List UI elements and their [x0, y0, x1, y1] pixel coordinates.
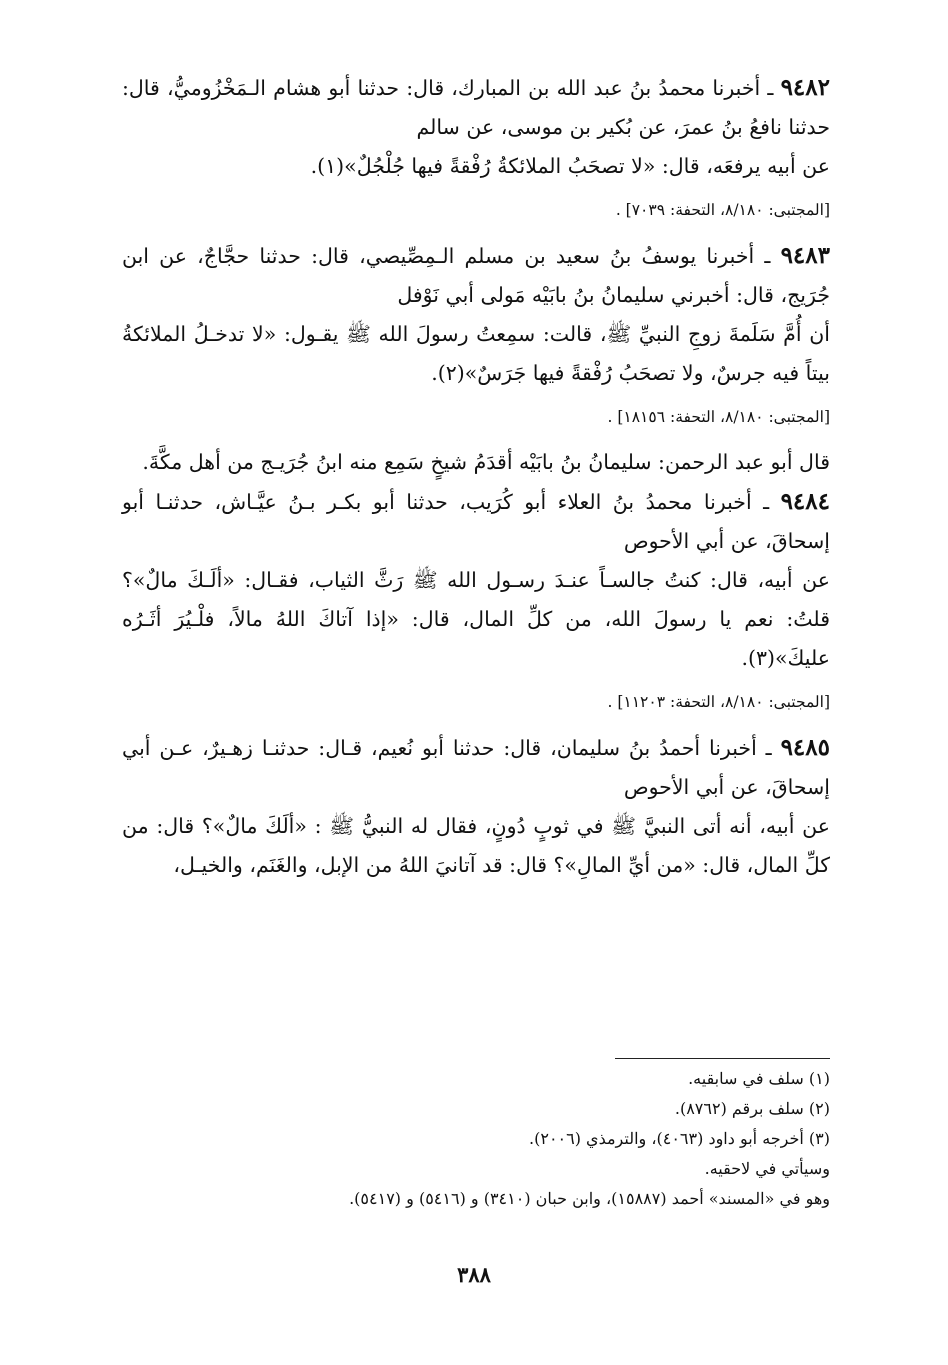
hadith-isnad [122, 236, 830, 315]
footnote-3: (٣) أخرجه أبو داود (٤٠٦٣)، والترمذي (٢٠٠٦). [529, 1129, 830, 1148]
hadith-isnad [122, 728, 830, 807]
hadith-number: ٩٤٨٢ [780, 74, 830, 101]
hadith-matn: عن أبيه، أنه أتى النبيَّ ﷺ في ثوبٍ دُونٍ، فقال له النبيُّ ﷺ : «ألَكَ مالٌ»؟ قال: من كلِّ المال، قال: «من أيِّ المالِ»؟ قال: قد آتانيَ اللهُ من الإبل، والغَنَم، والخيـل، [122, 814, 830, 877]
hadith-number: ٩٤٨٤ [780, 488, 830, 515]
hadith-reference: [المجتبى: ٨/١٨٠، التحفة: ١١٢٠٣] . [607, 693, 830, 711]
author-note: قال أبو عبد الرحمن: سليمانُ بنُ بابَيْه أقدَمُ شيخٍ سَمِع منه ابنُ جُرَيـج من أهل مكَّةَ. [142, 450, 830, 474]
footnote-1: (١) سلف في سابقيه. [688, 1069, 830, 1088]
footnotes [122, 1064, 830, 1214]
main-text [122, 68, 830, 885]
footnote-3-continued: وسيأتي في لاحقيه. [704, 1159, 830, 1178]
page-number: ٣٨٨ [457, 1262, 491, 1287]
isnad-text: ـ أخبرنا يوسفُ بنُ سعيد بن مسلم الـمِصِّيصي، قال: حدثنا حجَّاجٌ، عن ابن جُرَيج، قال: أخبرني سليمانُ بنُ بابَيْه مَولى أبي نَوْفل [122, 244, 830, 307]
isnad-text: ـ أخبرنا محمدُ بنُ العلاء أبو كُرَيب، حدثنا أبو بكـر بـنُ عيَّـاش، حدثنـا أبو إسحاقَ، عن أبي الأحوص [122, 490, 830, 553]
hadith-reference: [المجتبى: ٨/١٨٠، التحفة: ١٨١٥٦] . [607, 408, 830, 426]
hadith-9484 [122, 482, 830, 714]
isnad-text: ـ أخبرنا محمدُ بنُ عبد الله بن المبارك، قال: حدثنا أبو هشام الـمَخْزُوميُّ، قال: حدثنا نافعُ بنُ عمرَ، عن بُكير بن موسى، عن سالم [122, 76, 830, 139]
hadith-number: ٩٤٨٥ [780, 734, 830, 761]
footnote-3-sources: وهو في «المسند» أحمد (١٥٨٨٧)، وابن حبان (٣٤١٠) و (٥٤١٦) و (٥٤١٧). [349, 1189, 830, 1208]
hadith-matn: أن أُمَّ سَلَمةَ زوجِ النبيِّ ﷺ، قالت: سمِعتُ رسولَ الله ﷺ يقـول: «لا تدخـلُ الملائكةُ بيتاً فيه جرسٌ، ولا تصحَبُ رُفْقةً فيها جَرَسٌ»(٢). [122, 322, 830, 385]
footnote-separator [615, 1058, 830, 1059]
hadith-isnad [122, 482, 830, 561]
hadith-reference: [المجتبى: ٨/١٨٠، التحفة: ٧٠٣٩] . [615, 201, 830, 219]
hadith-9483 [122, 236, 830, 429]
hadith-number: ٩٤٨٣ [780, 242, 830, 269]
isnad-text: ـ أخبرنا أحمدُ بنُ سليمان، قال: حدثنا أبو نُعيم، قـال: حدثنـا زهـيرٌ، عـن أبي إسحاقَ، عن أبي الأحوص [122, 736, 830, 799]
hadith-9482 [122, 68, 830, 222]
hadith-isnad [122, 68, 830, 147]
footnote-2: (٢) سلف برقم (٨٧٦٢). [674, 1099, 830, 1118]
hadith-matn: عن أبيه، قال: كنتُ جالسـاً عنـدَ رسـول الله ﷺ رَثَّ الثياب، فقـال: «ألَـكَ مالٌ»؟ قلتُ: نعم يا رسولَ الله، من كلِّ المال، قال: «إذا آتاكَ اللهُ مالاً، فلْـيُرَ أثَـرُه عليكَ»(٣). [122, 568, 830, 670]
hadith-matn: عن أبيه يرفعَه، قال: «لا تصحَبُ الملائكةُ رُفْقةً فيها جُلْجُلٌ»(١). [310, 154, 830, 178]
hadith-9485 [122, 728, 830, 885]
